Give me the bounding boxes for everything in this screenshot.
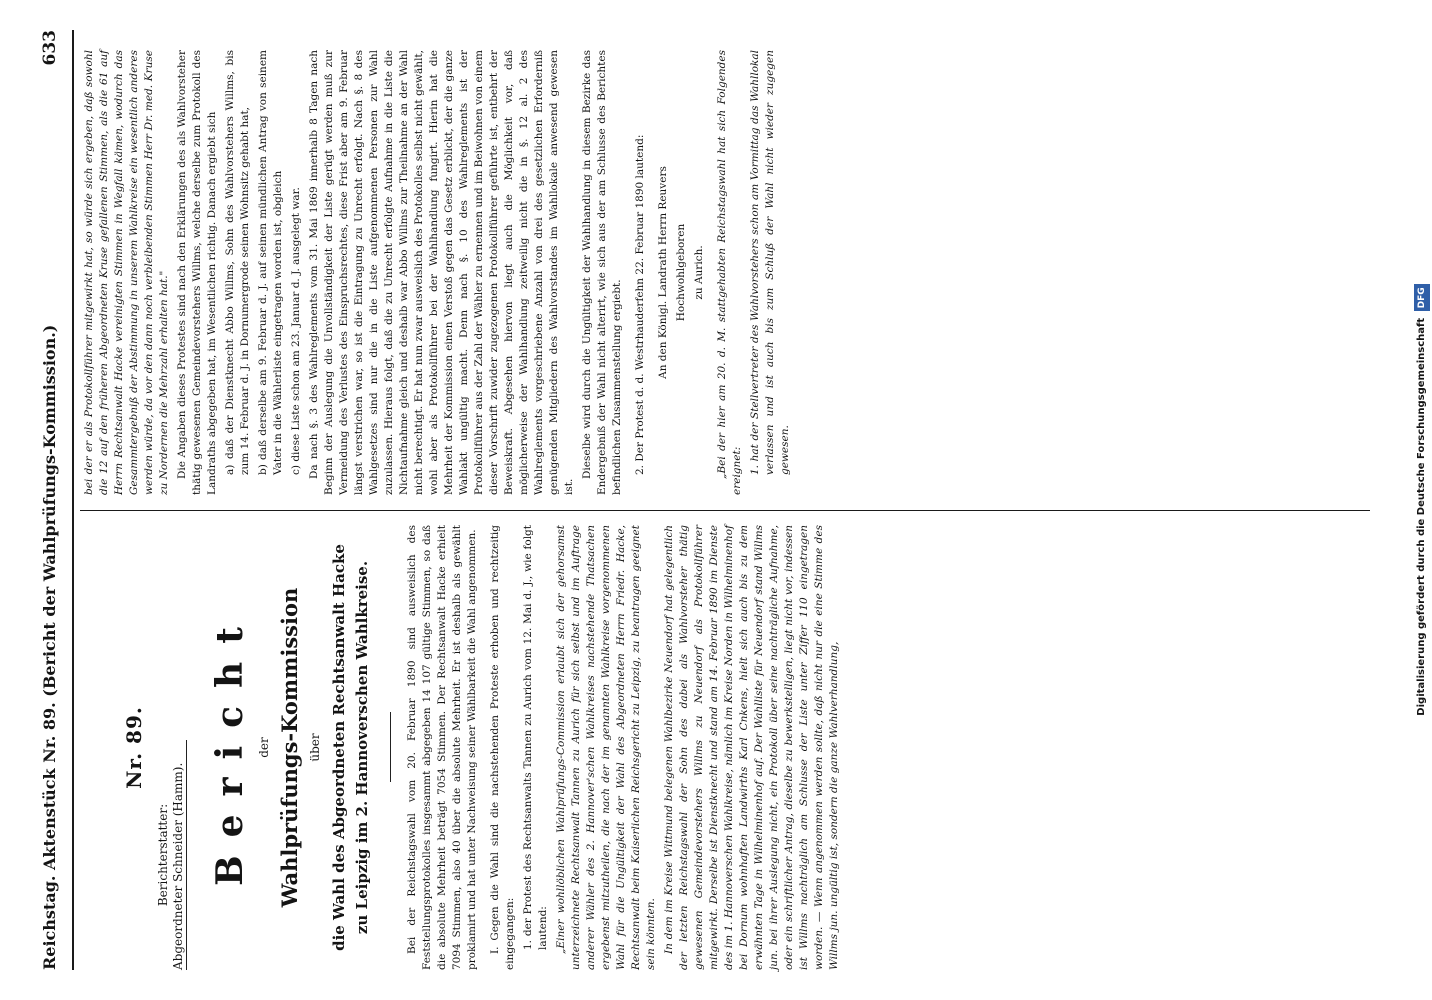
berichterstatter-block [156,740,187,970]
berichterstatter-name: Abgeordneter Schneider (Hamm). [171,740,187,970]
header-rule [72,30,74,970]
paragraph-neuendorf: In dem im Kreise Wittmund belegenen Wahlbezirke Neuendorf hat gelegentlich der letzten Reichstagswahl der Sohn des dabei als Wahlvorsteher thätig gewesenen Gemeindevorstehers Willms zu Neuendorf als Protokollführer mitgewirkt. Derselbe ist Dienstknecht und stand am 14. Februar 1890 im Dienste des im 1. Hannoverschen Wahlkreise, nämlich im Kreise Norden in Wilhelminenhof bei Dornum wohnhaften Landwirths Karl Cnkens, hielt sich auch bis zu dem erwähnten Tage in Wilhelminenhof auf. Der Wahlliste für Neuendorf stand Willms jun. bei ihrer Auslegung nicht, ein Protokoll über seine nachträgliche Aufnahme, oder ein schriftlicher Antrag, dieselbe zu bewerkstelligen, liegt nicht vor, indessen ist Willms nachträglich am Schlusse der Liste unter Ziffer 110 eingetragen worden. — Wenn angenommen werden sollte, daß nicht nur die eine Stimme des Willms jun. ungültig ist, sondern die ganze Wahlverhandlung, [663,525,840,970]
address-line-3: zu Aurich. [693,245,705,300]
paragraph-continuation: bei der er als Protokollführer mitgewirkt hat, so würde sich ergeben, daß sowohl die 12 auf den früheren Abgeordneten Kruse gefallenen Stimmen, als die 61 auf Herrn Rechtsanwalt Hacke vereinigten Stimmen in Wegfall kämen, wodurch das Gesammtergebniß der Abstimmung in unserem Wahlkreise ein wesentlich anderes werden würde, da vor den dann noch verbleibenden Stimmen Herr Dr. med. Kruse zu Nordernen die Mehrzahl erhalten hat." [83,50,170,495]
subject-line-2: zu Leipzig im 2. Hannoverschen Wahlkreise. [353,560,371,935]
title-rule [390,713,391,783]
dfg-side-note [1414,10,1430,990]
paragraph-election-result: Bei der Reichstagswahl vom 20. Februar 1890 sind ausweislich des Feststellungsprotokolles insgesammt abgegeben 14 107 gültige Stimmen, so daß die absolute Mehrheit beträgt 7054 Stimmen. Der Rechtsanwalt Hacke erhielt 7094 Stimmen, also 40 über die absolute Mehrheit. Er ist deshalb als gewählt proklamirt und hat unter Nachweisung seiner Wählbarkeit die Wahl angenommen. [406,525,478,970]
dfg-text-wrapper [1414,10,1430,990]
paragraph-protest-2: 2. Der Protest d. d. Westrhauderfehn 22. Februar 1890 lautend: [634,134,646,475]
page-number: 633 [40,30,60,66]
paragraph-protest-1: 1. der Protest des Rechtsanwalts Tannen zu Aurich vom 12. Mai d. J., wie folgt lautend: [522,525,549,950]
list-item-a: a) daß der Dienstknecht Abbo Willms, Sohn des Wahlvorstehers Willms, bis zum 14. Februar d. J. in Dornumergrode seinen Wohnsitz gehabt hat, [224,50,251,475]
header-reichstag: Reichstag. [40,875,59,970]
address-line-1: An den Königl. Landrath Herrn Reuvers [657,166,669,379]
dfg-funding-note: Digitalisierung gefördert durch die Deutsche Forschungsgemeinschaft [1416,317,1427,716]
left-column [82,525,845,970]
paragraph-protests-intro: I. Gegen die Wahl sind die nachstehenden Proteste erhoben und rechtzeitig eingegangen: [489,525,516,970]
subject-line-1: die Wahl des Abgeordneten Rechtsanwalt Hacke [330,544,348,951]
report-title: Bericht [209,609,251,886]
paragraph-findings: Die Angaben dieses Protestes sind nach den Erklärungen des als Wahlvorsteher thätig gewesenen Gemeindevorstehers Willms, welche derselbe zum Protokoll des Landraths abgegeben hat, im Wesentlichen richtig. Danach ergiebt sich [176,50,218,495]
address-line-2: Hochwohlgeboren [675,223,687,322]
list-item-1: 1. hat der Stellvertreter des Wahlvorstehers schon am Vormittag das Wahllokal verlassen und ist auch bis zum Schluß der Wahl nicht wieder zugegen gewesen. [749,50,791,475]
document-number: Nr. 89. [122,706,146,789]
title-der: der [257,737,271,758]
page-header [40,30,68,970]
list-item-c: c) diese Liste schon am 23. Januar d. J. ausgelegt war. [290,187,302,475]
right-column [82,50,796,495]
dfg-logo: DFG [1414,284,1430,311]
header-document-title: Aktenstück Nr. 89. (Bericht der Wahlprüfungs-Kommission.) [40,324,59,870]
paragraph-protest-quote: „Einer wohllöblichen Wahlprüfungs-Commission erlaubt sich der gehorsamst unterzeichnete Rechtsanwalt Tannen zu Aurich für sich selbst und im Auftrage anderer Wähler des 2. Hannover'schen Wahlkreises nachstehende Thatsachen ergebenst mitzutheilen, die nach der im genannten Wahlkreise vorgenommenen Wahl für die Ungültigkeit der Wahl des Abgeordneten Herrn Friedr. Hacke, Rechtsanwalt beim Kaiserlichen Reichsgericht zu Leipzig, zu beantragen geeignet sein könnten. [555,525,657,970]
list-item-b: b) daß derselbe am 9. Februar d. J. auf seinen mündlichen Antrag von seinem Vater in die Wählerliste eingetragen worden ist, obgleich [257,50,284,475]
berichterstatter-label: Berichterstatter: [156,803,170,907]
paragraph-conclusion: Dieselbe wird durch die Ungültigkeit der Wahlhandlung in diesem Bezirke das Endergebniß der Wahl nicht alterirt, wie sich aus der am Schlusse des Berichtes befindlichen Zusammenstellung ergiebt. [581,50,623,495]
paragraph-protest-2-text: „Bei der hier am 20. d. M. stattgehabten Reichstagswahl hat sich Folgendes ereignet: [716,50,743,495]
title-ueber: über [308,733,322,762]
paragraph-legal-analysis: Da nach §. 3 des Wahlreglements vom 31. Mai 1869 innerhalb 8 Tagen nach Beginn der Auslegung die Unvollständigkeit der Liste gerügt werden muß zur Vermeidung des Verlustes des Einspruchsrechtes, diese Frist aber am 9. Februar längst verstrichen war, so ist die Eintragung zu Unrecht erfolgt. Nach §. 8 des Wahlgesetzes sind nur die in die Liste aufgenommenen Personen zur Wahl zuzulassen. Hieraus folgt, daß die zu Unrecht erfolgte Aufnahme in die Liste die Nichtaufnahme gleich und deshalb war Abbo Willms zur Theilnahme an der Wahl nicht berechtigt. Er hat nun zwar ausweislich des Protokolles selbst nicht gewählt, wohl aber als Protokollführer bei der Wahlhandlung fungirt. Hierin hat die Mehrheit der Kommission einen Verstoß gegen das Gesetz erblickt, der die ganze Wahlakt ungültig macht. Denn nach §. 10 des Wahlreglements ist der Protokollführer aus der Zahl der Wähler zu ernennen und im Beiwohnen von einem dieser Vorschrift zuwider zugezogenen Protokollführer geführte ist, entbehrt der Beweiskraft. Abgesehen hiervon liegt auch die Möglichkeit vor, daß möglicherweise der Wahlhandlung zeitweilig nicht die in §. 12 al. 2 des Wahlreglements vorgeschriebene Anzahl von drei des gesetzlichen Erforderniß genügenden Mitgliedern des Wahlvorstandes im Wahllokale anwesend gewesen ist. [308,50,575,495]
commission-title: Wahlprüfungs-Kommission [277,587,302,908]
column-divider [80,510,1370,511]
